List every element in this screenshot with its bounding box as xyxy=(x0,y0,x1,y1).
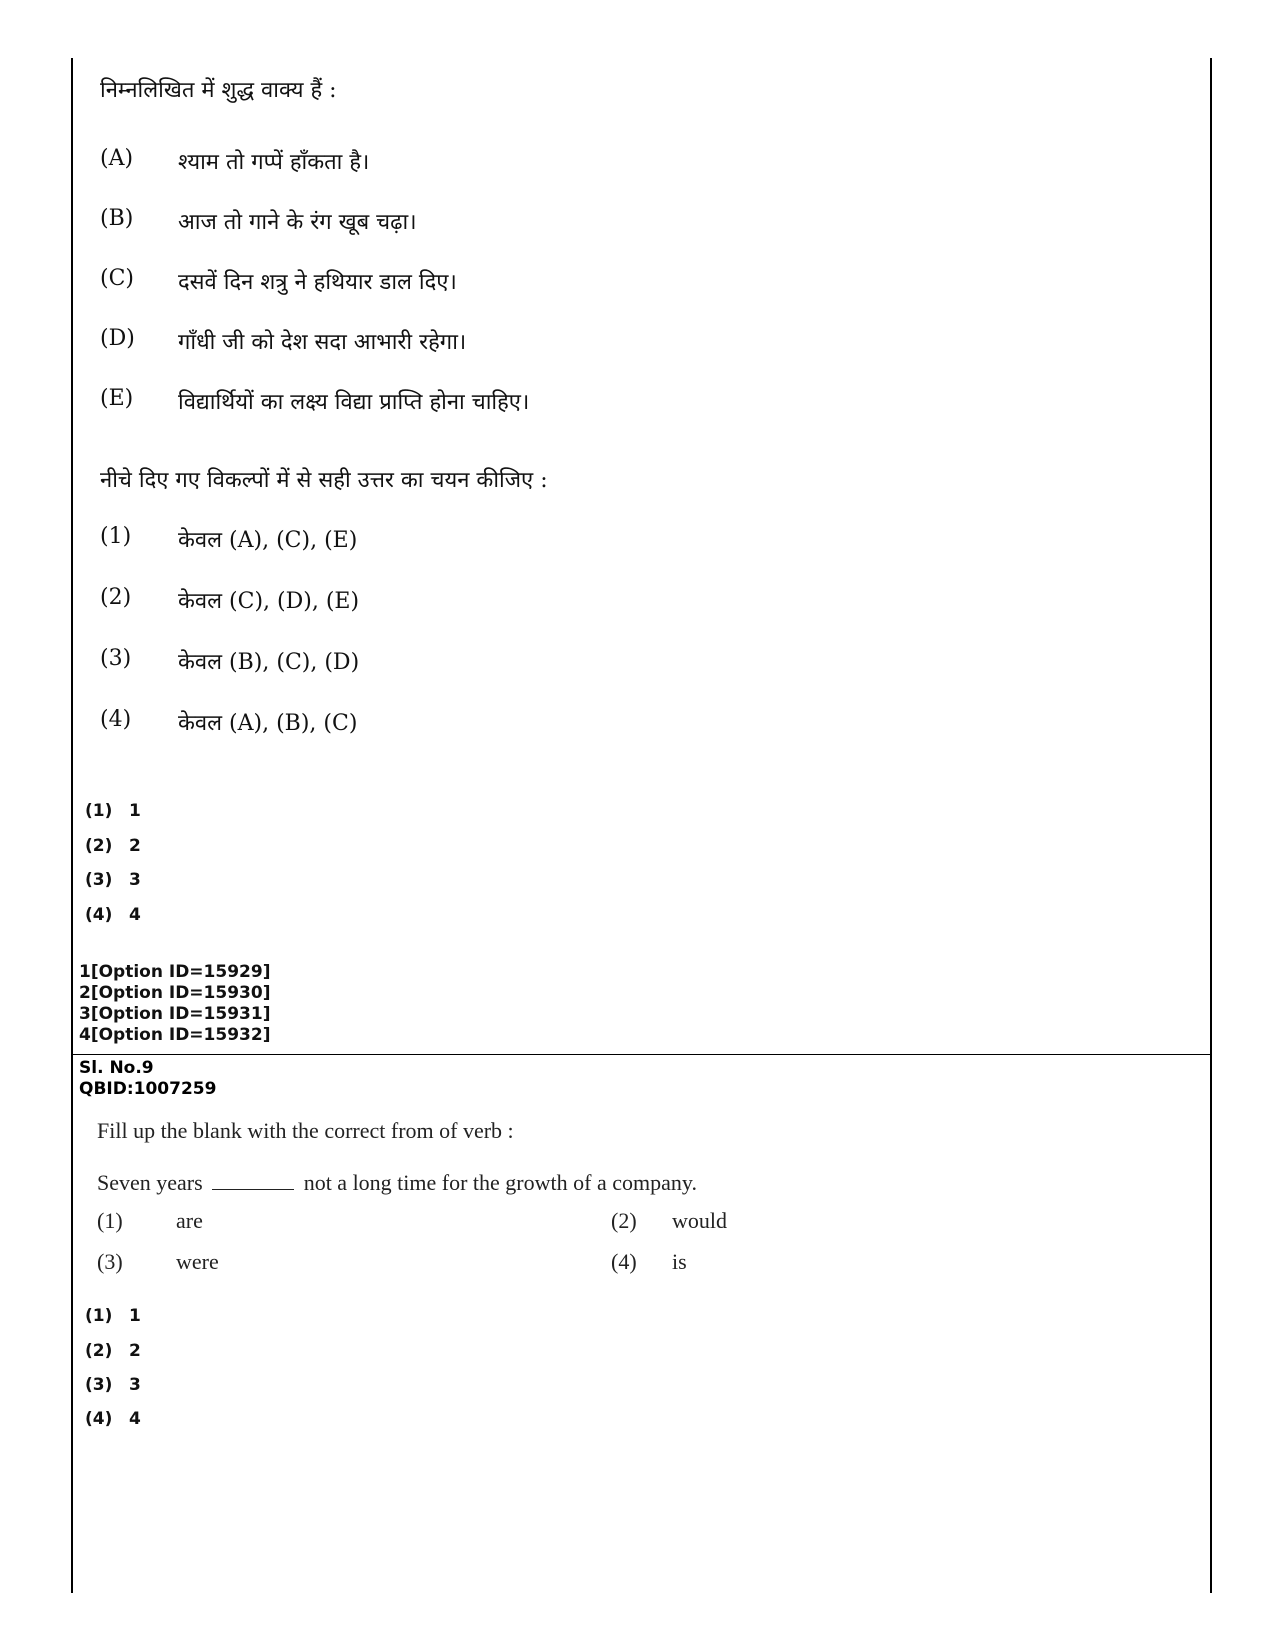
answer-option-value: 2 xyxy=(129,836,141,856)
q8-choice-label: (1) xyxy=(100,524,132,549)
q8-choice-label: (3) xyxy=(100,646,132,671)
left-border-line xyxy=(71,58,73,1593)
q9-answer-option[interactable] xyxy=(85,1341,141,1361)
q8-choice-text: केवल (A), (B), (C) xyxy=(178,711,358,736)
q8-choice-label: (4) xyxy=(100,707,132,732)
right-border-line xyxy=(1210,58,1212,1593)
answer-option-label: (2) xyxy=(85,836,113,856)
answer-option-label: (4) xyxy=(85,1409,113,1429)
option-id: 3[Option ID=15931] xyxy=(79,1004,271,1024)
answer-option-label: (2) xyxy=(85,1341,113,1361)
q8-choice-text: केवल (B), (C), (D) xyxy=(178,650,360,675)
q8-answer-option[interactable] xyxy=(85,801,141,821)
q8-answer-option[interactable] xyxy=(85,905,141,925)
q8-instruction: नीचे दिए गए विकल्पों में से सही उत्तर का चयन कीजिए : xyxy=(100,468,548,493)
q8-choice-text: केवल (A), (C), (E) xyxy=(178,528,358,553)
q9-choice-label: (4) xyxy=(611,1249,637,1274)
q8-answer-option[interactable] xyxy=(85,836,141,856)
answer-option-label: (1) xyxy=(85,801,113,821)
q8-prompt: निम्नलिखित में शुद्ध वाक्य हैं : xyxy=(100,78,337,103)
q8-statement-label: (D) xyxy=(100,326,135,351)
answer-option-label: (3) xyxy=(85,1375,113,1395)
q8-statement-label: (B) xyxy=(100,206,134,231)
question-divider xyxy=(71,1054,1212,1055)
q9-choice-text: is xyxy=(672,1249,687,1274)
q8-statement-label: (C) xyxy=(100,266,134,291)
q8-statement-label: (E) xyxy=(100,386,134,411)
q9-answer-option[interactable] xyxy=(85,1375,141,1395)
q9-sentence-start: Seven years xyxy=(97,1170,203,1195)
q8-statement-text: विद्यार्थियों का लक्ष्य विद्या प्राप्ति होना चाहिए। xyxy=(178,390,530,415)
q8-statement-text: श्याम तो गप्पें हाँकता है। xyxy=(178,150,370,175)
q9-choice-label: (3) xyxy=(97,1249,123,1274)
option-id: 1[Option ID=15929] xyxy=(79,962,271,982)
q8-option-id-list xyxy=(79,962,270,1046)
q9-choice-label: (1) xyxy=(97,1208,123,1233)
answer-option-value: 3 xyxy=(129,1375,141,1395)
q8-choice-label: (2) xyxy=(100,585,132,610)
q8-statement-text: गाँधी जी को देश सदा आभारी रहेगा। xyxy=(178,330,467,355)
answer-option-label: (1) xyxy=(85,1306,113,1326)
answer-option-value: 3 xyxy=(129,870,141,890)
option-id: 2[Option ID=15930] xyxy=(79,983,271,1003)
q9-sentence-end: not a long time for the growth of a company. xyxy=(303,1170,697,1195)
q9-prompt: Fill up the blank with the correct from of verb : xyxy=(97,1118,514,1143)
q9-serial-number: Sl. No.9 xyxy=(79,1058,154,1078)
q9-choice-text: were xyxy=(176,1249,219,1274)
answer-option-label: (4) xyxy=(85,905,113,925)
q9-choice-text: would xyxy=(672,1208,727,1233)
q8-statement-label: (A) xyxy=(100,146,134,171)
q8-choice-text: केवल (C), (D), (E) xyxy=(178,589,360,614)
answer-option-value: 1 xyxy=(129,1306,141,1326)
answer-option-value: 4 xyxy=(129,1409,141,1429)
answer-option-value: 1 xyxy=(129,801,141,821)
q9-answer-option[interactable] xyxy=(85,1409,141,1429)
q8-statement-text: आज तो गाने के रंग खूब चढ़ा। xyxy=(178,210,417,235)
option-id: 4[Option ID=15932] xyxy=(79,1025,271,1045)
answer-option-value: 2 xyxy=(129,1341,141,1361)
q9-sentence xyxy=(97,1170,697,1196)
answer-option-value: 4 xyxy=(129,905,141,925)
q9-qbid: QBID:1007259 xyxy=(79,1079,217,1099)
q9-blank xyxy=(212,1171,294,1190)
q8-answer-option[interactable] xyxy=(85,870,141,890)
q9-answer-option[interactable] xyxy=(85,1306,141,1326)
q9-choice-text: are xyxy=(176,1208,203,1233)
q9-choice-label: (2) xyxy=(611,1208,637,1233)
answer-option-label: (3) xyxy=(85,870,113,890)
q8-statement-text: दसवें दिन शत्रु ने हथियार डाल दिए। xyxy=(178,270,457,295)
